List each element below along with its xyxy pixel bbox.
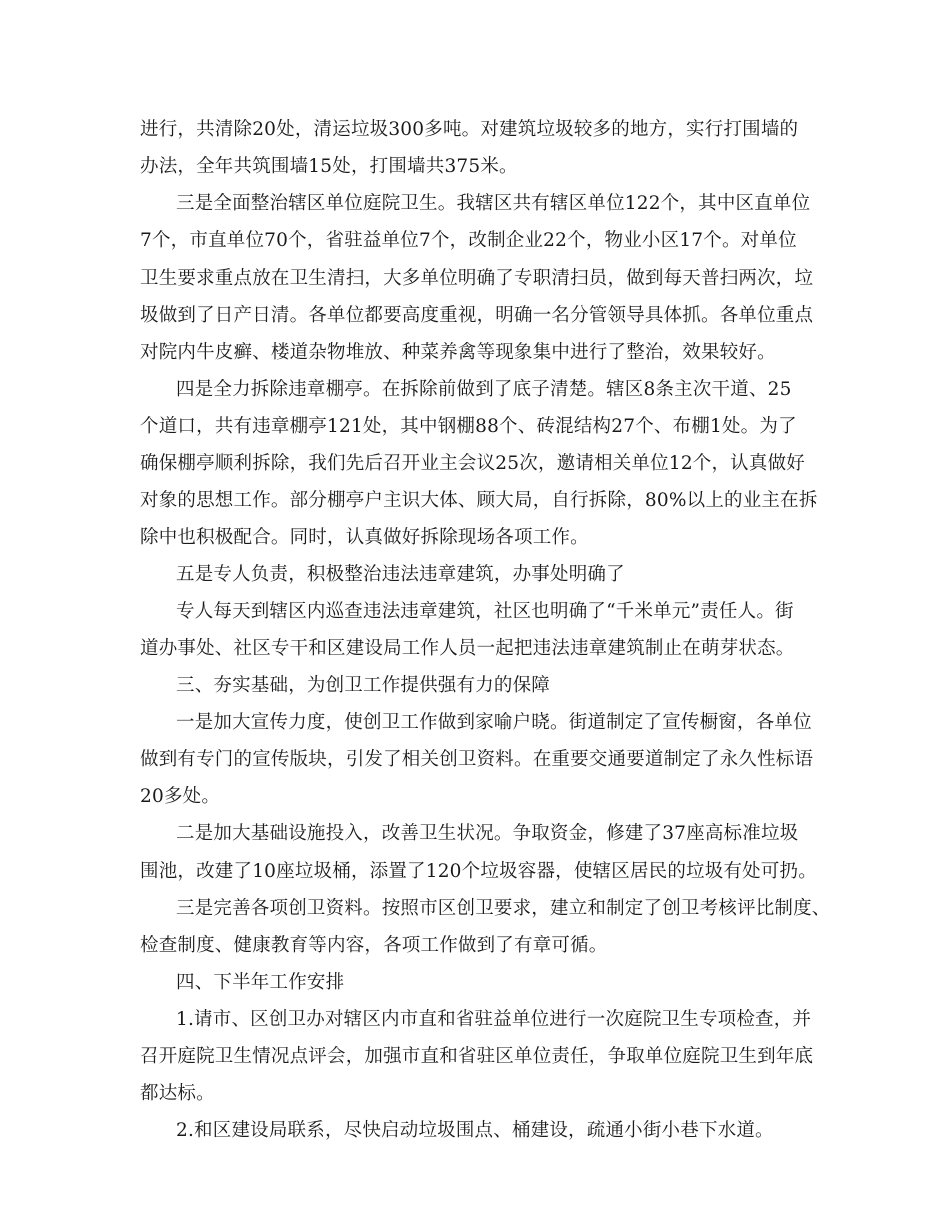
- text-line: 四是全力拆除违章棚亭。在拆除前做到了底子清楚。辖区8条主次干道、25: [176, 379, 792, 400]
- text-line: 20多处。: [140, 786, 221, 807]
- text-line: 对院内牛皮癣、楼道杂物堆放、种菜养禽等现象集中进行了整治，效果较好。: [140, 342, 776, 363]
- text-line: 三是完善各项创卫资料。按照市区创卫要求，建立和制定了创卫考核评比制度、: [176, 898, 831, 919]
- text-line: 道办事处、社区专干和区建设局工作人员一起把违法违章建筑制止在萌芽状态。: [140, 638, 795, 659]
- text-line: 三是全面整治辖区单位庭院卫生。我辖区共有辖区单位122个，其中区直单位: [176, 193, 811, 214]
- text-line: 召开庭院卫生情况点评会，加强市直和省驻区单位责任，争取单位庭院卫生到年底: [140, 1046, 814, 1067]
- text-line: 2.和区建设局联系，尽快启动垃圾围点、桶建设，疏通小街小巷下水道。: [176, 1120, 774, 1141]
- text-line: 都达标。: [140, 1083, 215, 1104]
- text-line: 个道口，共有违章棚亭121处，其中钢棚88个、砖混结构27个、布棚1处。为了: [140, 416, 797, 437]
- text-line: 进行，共清除20处，清运垃圾300多吨。对建筑垃圾较多的地方，实行打围墙的: [140, 119, 799, 140]
- text-line: 卫生要求重点放在卫生清扫，大多单位明确了专职清扫员，做到每天普扫两次，垃: [140, 268, 814, 289]
- section-heading: 三、夯实基础，为创卫工作提供强有力的保障: [176, 675, 551, 696]
- text-line: 1.请市、区创卫办对辖区内市直和省驻益单位进行一次庭院卫生专项检查，并: [176, 1009, 812, 1030]
- text-line: 7个，市直单位70个，省驻益单位7个，改制企业22个，物业小区17个。对单位: [140, 230, 797, 251]
- text-line: 做到有专门的宣传版块，引发了相关创卫资料。在重要交通要道制定了永久性标语: [140, 749, 814, 770]
- text-line: 检查制度、健康教育等内容，各项工作做到了有章可循。: [140, 935, 608, 956]
- text-line: 围池，改建了10座垃圾桶，添置了120个垃圾容器，使辖区居民的垃圾有处可扔。: [140, 861, 817, 882]
- text-line: 一是加大宣传力度，使创卫工作做到家喻户晓。街道制定了宣传橱窗，各单位: [176, 712, 812, 733]
- text-line: 专人每天到辖区内巡查违法违章建筑，社区也明确了“千米单元”责任人。街: [176, 601, 794, 622]
- text-line: 二是加大基础设施投入，改善卫生状况。争取资金，修建了37座高标准垃圾: [176, 823, 799, 844]
- text-line: 确保棚亭顺利拆除，我们先后召开业主会议25次，邀请相关单位12个，认真做好: [140, 453, 805, 474]
- text-line: 办法，全年共筑围墙15处，打围墙共375米。: [140, 156, 518, 177]
- section-heading: 四、下半年工作安排: [176, 972, 345, 993]
- text-line: 对象的思想工作。部分棚亭户主识大体、顾大局，自行拆除，80%以上的业主在拆: [140, 490, 818, 511]
- text-line: 除中也积极配合。同时，认真做好拆除现场各项工作。: [140, 527, 589, 548]
- text-line: 五是专人负责，积极整治违法违章建筑，办事处明确了: [176, 564, 625, 585]
- text-line: 圾做到了日产日清。各单位都要高度重视，明确一名分管领导具体抓。各单位重点: [140, 305, 814, 326]
